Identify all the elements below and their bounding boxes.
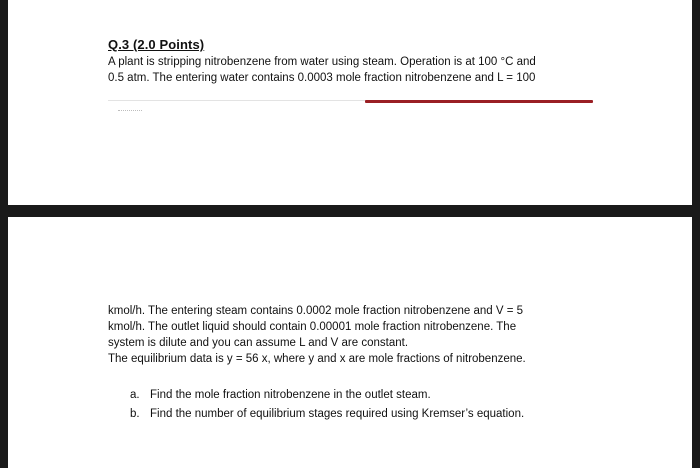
problem-text-line: A plant is stripping nitrobenzene from water using steam. Operation is at 100 °C and <box>108 56 536 68</box>
list-marker: a. <box>130 389 140 401</box>
list-item-text: Find the number of equilibrium stages required using Kremser’s equation. <box>150 408 525 420</box>
divider-rule <box>108 100 374 101</box>
problem-text-line: system is dilute and you can assume L and V are constant. <box>108 337 409 349</box>
document-page-top <box>8 0 692 205</box>
list-item-text: Find the mole fraction nitrobenzene in the outlet steam. <box>150 389 431 401</box>
problem-text-line: kmol/h. The outlet liquid should contain 0.00001 mole fraction nitrobenzene. The <box>108 321 517 333</box>
document-page-bottom <box>8 217 692 468</box>
list-item <box>130 406 524 422</box>
list-item <box>130 387 431 403</box>
dotted-mark <box>118 110 142 112</box>
problem-text-line: kmol/h. The entering steam contains 0.0002 mole fraction nitrobenzene and V = 5 <box>108 305 523 317</box>
red-divider-rule <box>365 100 593 103</box>
list-marker: b. <box>130 408 140 420</box>
problem-text-line: 0.5 atm. The entering water contains 0.0003 mole fraction nitrobenzene and L = 100 <box>108 72 536 84</box>
equilibrium-text-line: The equilibrium data is y = 56 x, where y and x are mole fractions of nitrobenzene. <box>108 353 526 365</box>
question-heading: Q.3 (2.0 Points) <box>108 37 205 52</box>
